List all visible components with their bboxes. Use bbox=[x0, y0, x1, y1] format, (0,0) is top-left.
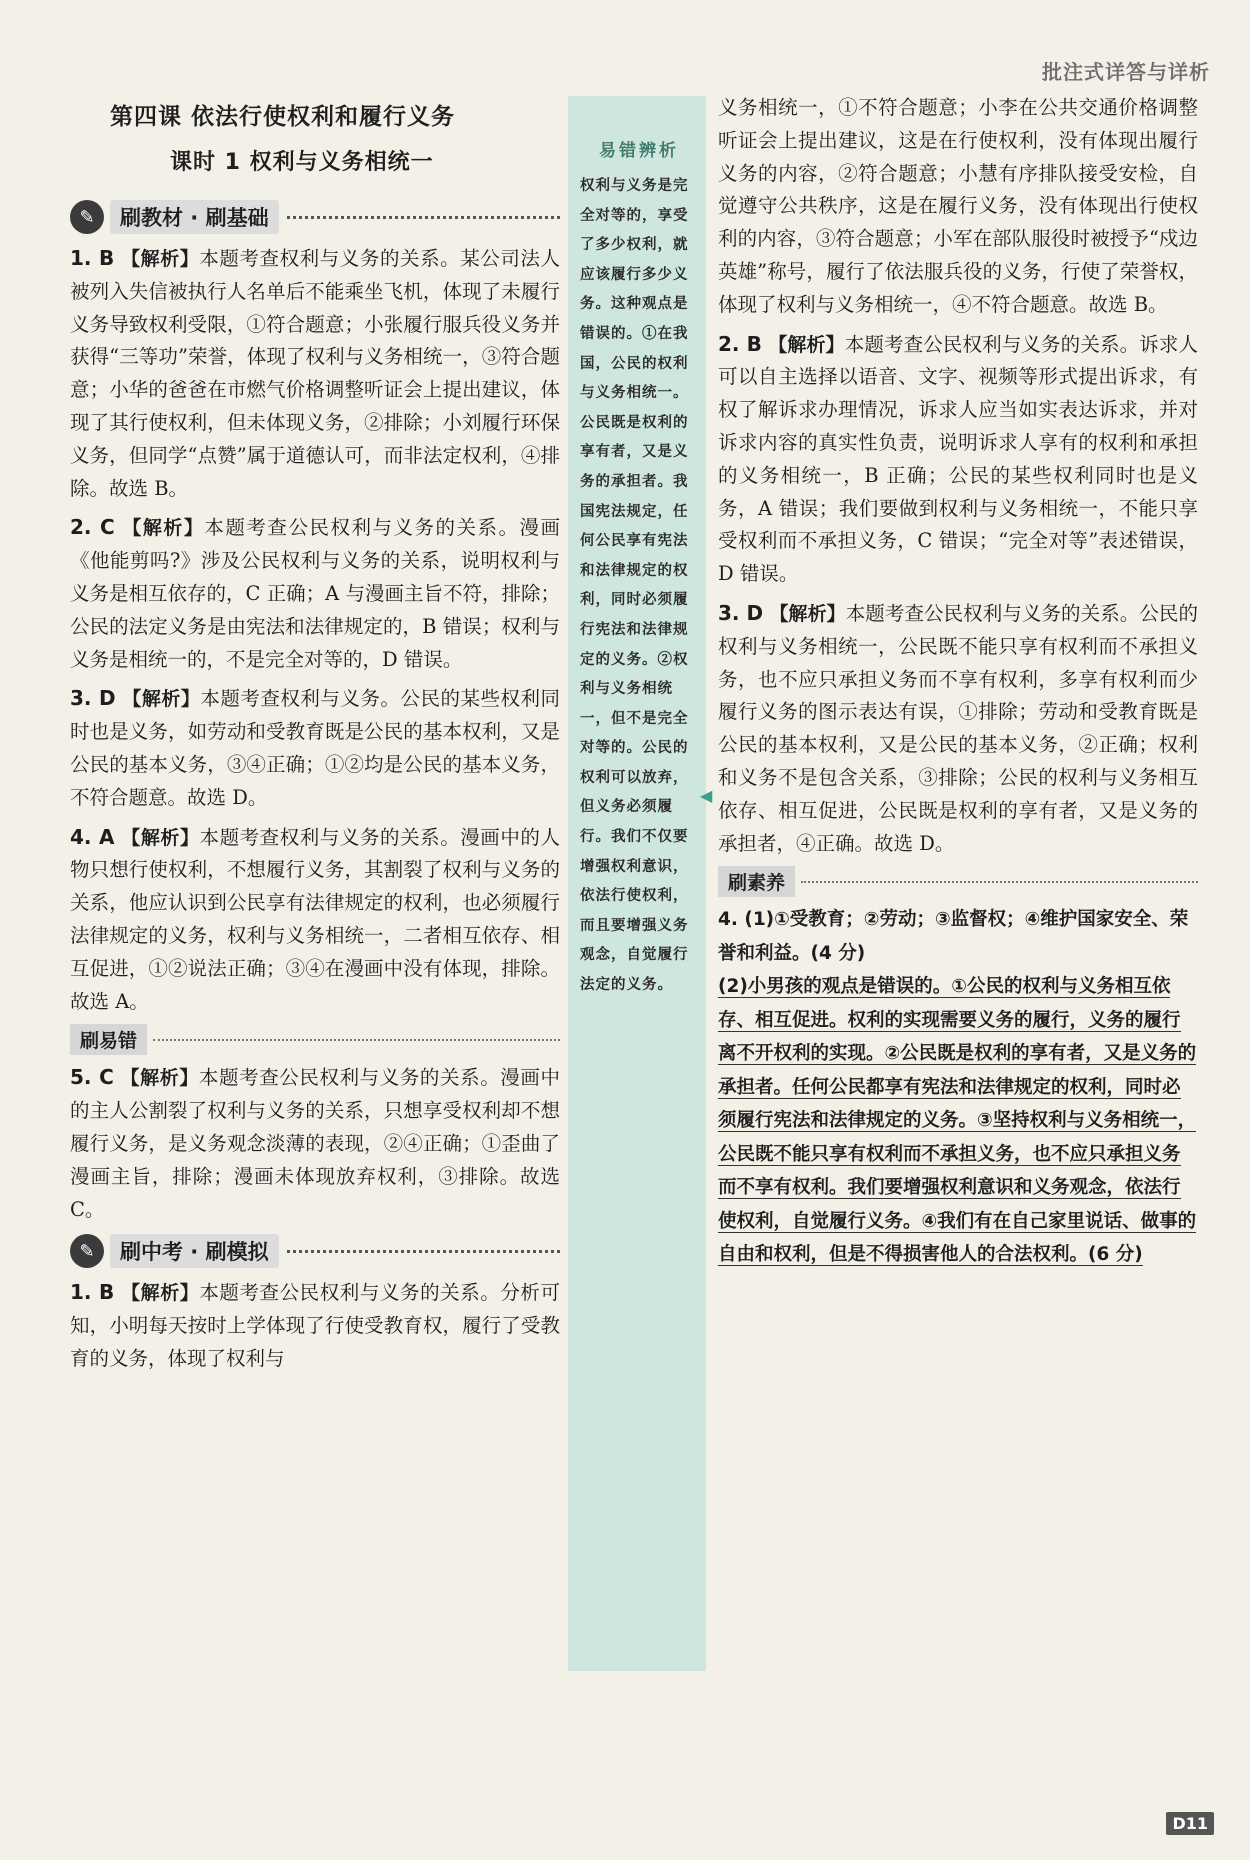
item-tag: 【解析】 bbox=[121, 1282, 200, 1305]
item-text: 本题考查权利与义务的关系。漫画中的人物只想行使权利，不想履行义务，其割裂了权利与义务的关系，他应认识到公民享有法律规定的权利，也必须履行法律规定的义务，权利与义务相统一，二者相互依存、相互促进，①②说法正确；③④在漫画中没有体现，排除。故选 A。 bbox=[70, 825, 560, 1013]
answer-item-q4-part2 bbox=[718, 970, 1198, 1272]
answer-item bbox=[70, 511, 560, 676]
item-text: 本题考查公民权利与义务的关系。漫画《他能剪吗?》涉及公民权利与义务的关系，说明权利与义务是相互依存的，C 正确；A 与漫画主旨不符，排除；公民的法定义务是由宪法和法律规定的，B 错误；权利与义务是相统一的，不是完全对等的，D 错误。 bbox=[70, 516, 561, 671]
section-title: 刷素养 bbox=[718, 866, 795, 897]
answer-item bbox=[70, 242, 560, 505]
side-note-text: 权利与义务是完全对等的，享受了多少权利，就应该履行多少义务。这种观点是错误的。①在我国，公民的权利与义务相统一。公民既是权利的享有者，又是义务的承担者。我国宪法规定，任何公民享有宪法和法律规定的权利，同时必须履行宪法和法律规定的义务。②权利与义务相统一，但不是完全对等的。公民的权利可以放弃，但义务必须履行。我们不仅要增强权利意识，依法行使权利，而且要增强义务观念，自觉履行法定的义务。 bbox=[580, 177, 689, 994]
item-tag: 【解析】 bbox=[121, 248, 200, 270]
left-column bbox=[70, 98, 560, 1382]
item-tag: 【解析】 bbox=[122, 688, 201, 711]
dotted-divider bbox=[801, 881, 1198, 883]
item-tag: 【解析】 bbox=[769, 602, 846, 625]
side-note-title: 易错辨析 bbox=[599, 141, 679, 161]
section-title: 刷中考 · 刷模拟 bbox=[110, 1234, 279, 1268]
answer-item-q4 bbox=[718, 903, 1198, 970]
answer-item bbox=[70, 1061, 560, 1226]
item-number: 4. bbox=[718, 909, 738, 931]
pointer-arrow-icon: ◀ bbox=[700, 786, 713, 805]
item-number: 3. D bbox=[718, 600, 764, 625]
item-number: 1. B bbox=[70, 1280, 115, 1305]
book-icon: ✎ bbox=[70, 1234, 104, 1268]
book-icon: ✎ bbox=[70, 200, 104, 234]
item-text: 本题考查公民权利与义务的关系。公民的权利与义务相统一，公民既不能只享有权利而不承担义务，也不应只承担义务而不享有权利，多享有权利而少履行义务的图示表达有误，①排除；劳动和受教育既是公民的基本权利，又是公民的基本义务，②正确；权利和义务不是包含关系，③排除；公民的权利与义务相互依存、相互促进，公民既是权利的享有者，又是义务的承担者，④正确。故选 D。 bbox=[718, 601, 1198, 855]
answer-item bbox=[70, 1276, 560, 1375]
answer-item bbox=[70, 821, 560, 1019]
item-number: 2. C bbox=[70, 515, 115, 540]
section-banner-literacy bbox=[718, 866, 1198, 897]
header-title: 批注式详答与详析 bbox=[1042, 60, 1210, 84]
item-tag: 【解析】 bbox=[121, 826, 200, 849]
right-column bbox=[718, 92, 1198, 1272]
dotted-divider bbox=[153, 1039, 560, 1041]
dotted-divider bbox=[287, 1250, 560, 1253]
section-banner-errors bbox=[70, 1024, 560, 1055]
item-tag: 【解析】 bbox=[120, 1067, 199, 1090]
item-text: 本题考查权利与义务的关系。某公司法人被列入失信被执行人名单后不能乘坐飞机，体现了未履行义务导致权利受限，①符合题意；小张履行服兵役义务并获得“三等功”荣誉，体现了权利与义务相统一，③符合题意；小华的爸爸在市燃气价格调整听证会上提出建议，体现了其行使权利，但未体现义务，②排除；小刘履行环保义务，但同学“点赞”属于道德认可，而非法定权利，④排除。故选 B。 bbox=[70, 247, 560, 500]
item-text: 本题考查公民权利与义务的关系。诉求人可以自主选择以语音、文字、视频等形式提出诉求，有权了解诉求办理情况，诉求人应当如实表达诉求，并对诉求内容的真实性负责，说明诉求人享有的权利和承担的义务相统一，B 正确；公民的某些权利同时也是义务，A 错误；我们要做到权利与义务相统一，不能只享受权利而不承担义务，C 错误；“完全对等”表述错误，D 错误。 bbox=[718, 332, 1198, 586]
item-text: 义务相统一，①不符合题意；小李在公共交通价格调整听证会上提出建议，这是在行使权利，没有体现出履行义务的内容，②符合题意；小慧有序排队接受安检，自觉遵守公共秩序，这是在履行义务，没有体现出行使权利的内容，③符合题意；小军在部队服役时被授予“戍边英雄”称号，履行了依法服兵役的义务，行使了荣誉权，体现了权利与义务相统一，④不符合题意。故选 B。 bbox=[718, 96, 1198, 316]
section-banner-exam bbox=[70, 1234, 560, 1268]
item-number: 5. C bbox=[70, 1065, 114, 1090]
lesson-title: 第四课 依法行使权利和履行义务 bbox=[110, 104, 456, 130]
dotted-divider bbox=[287, 216, 560, 219]
item-number: 3. D bbox=[70, 686, 116, 711]
item-tag: 【解析】 bbox=[122, 517, 205, 540]
q4-part2: (2)小男孩的观点是错误的。①公民的权利与义务相互依存、相互促进。权利的实现需要义务的履行，义务的履行离不开权利的实现。②公民既是权利的享有者，又是义务的承担者。任何公民都享有宪法和法律规定的权利，同时必须履行宪法和法律规定的义务。③坚持权利与义务相统一，公民既不能只享有权利而不承担义务，也不应只承担义务而不享有权利。我们要增强权利意识和义务观念，依法行使权利，自觉履行义务。④我们有在自己家里说话、做事的自由和权利，但是不得损害他人的合法权利。(6 分) bbox=[718, 976, 1197, 1266]
answer-item bbox=[718, 328, 1198, 591]
item-number: 1. B bbox=[70, 246, 115, 270]
item-tag: 【解析】 bbox=[768, 333, 845, 356]
page-number: D11 bbox=[1166, 1812, 1214, 1835]
side-note bbox=[568, 96, 706, 1671]
section-title: 刷易错 bbox=[70, 1024, 147, 1055]
answer-item bbox=[70, 682, 560, 814]
section-title: 刷教材 · 刷基础 bbox=[110, 200, 279, 234]
item-number: 4. A bbox=[70, 824, 115, 849]
item-number: 2. B bbox=[718, 331, 762, 356]
lesson-subtitle: 课时 1 权利与义务相统一 bbox=[170, 150, 434, 175]
section-banner-basics bbox=[70, 200, 560, 234]
item-text: 本题考查权利与义务。公民的某些权利同时也是义务，如劳动和受教育既是公民的基本权利，又是公民的基本义务，③④正确；①②均是公民的基本义务，不符合题意。故选 D。 bbox=[70, 687, 560, 809]
answer-item bbox=[718, 597, 1198, 860]
item-text: 本题考查公民权利与义务的关系。分析可知，小明每天按时上学体现了行使受教育权，履行了受教育的义务，体现了权利与 bbox=[70, 1281, 560, 1370]
q4-part1: (1)①受教育；②劳动；③监督权；④维护国家安全、荣誉和利益。(4 分) bbox=[718, 909, 1189, 964]
item-text: 本题考查公民权利与义务的关系。漫画中的主人公割裂了权利与义务的关系，只想享受权利却不想履行义务，是义务观念淡薄的表现，②④正确；①歪曲了漫画主旨，排除；漫画未体现放弃权利，③排除。故选 C。 bbox=[70, 1066, 560, 1221]
answer-continued bbox=[718, 92, 1198, 322]
